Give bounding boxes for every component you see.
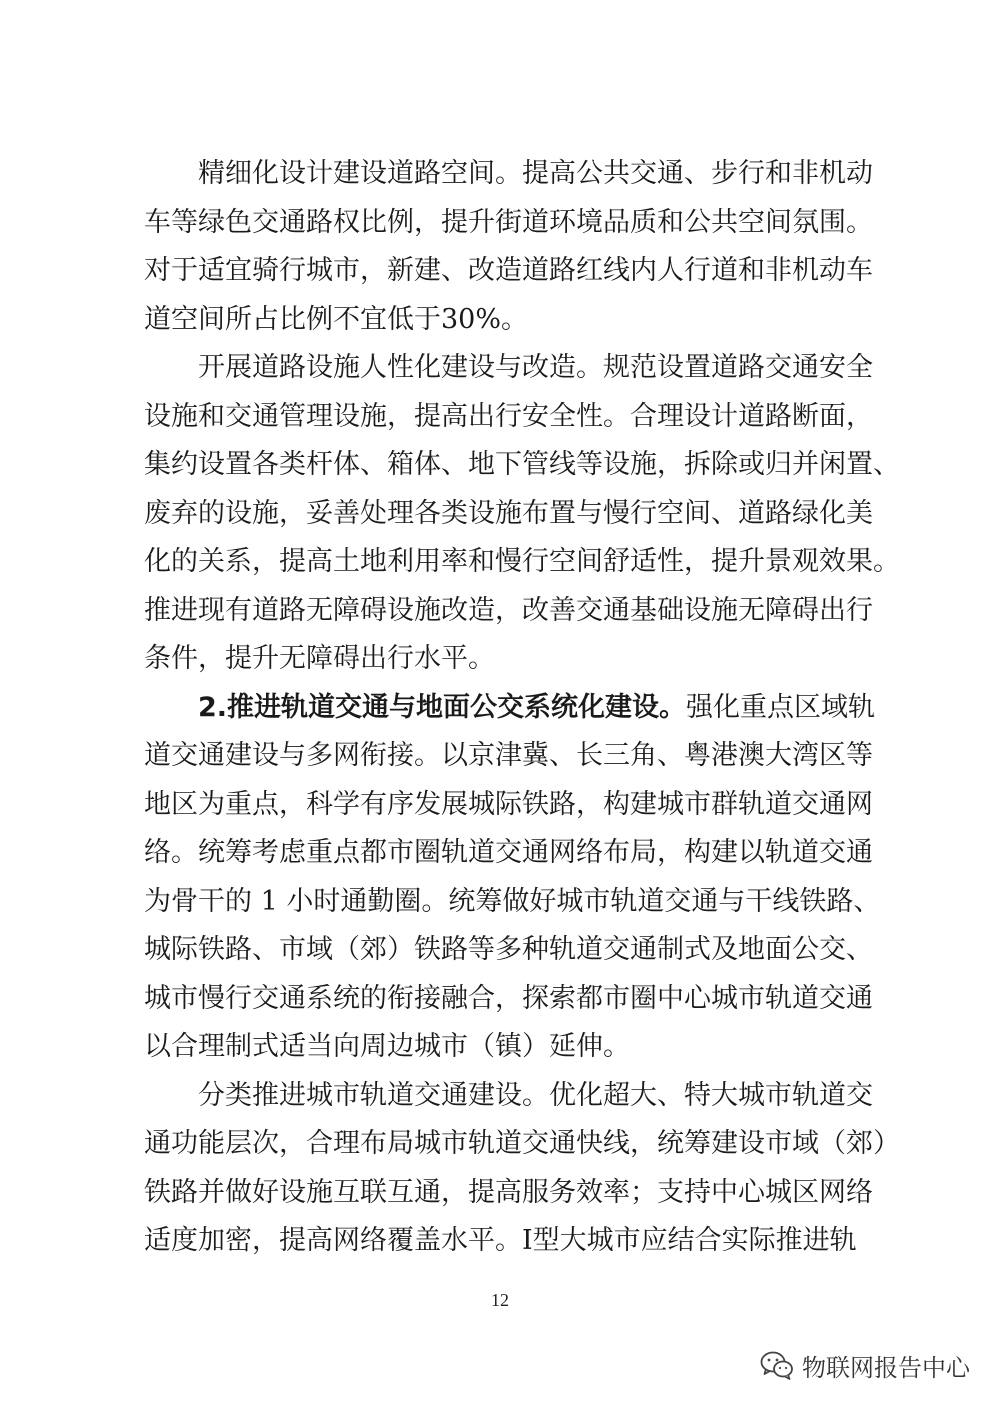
line-text: 以合理制式适当向周边城市（镇）延伸。 xyxy=(144,1031,630,1062)
line-text: 地区为重点，科学有序发展城际铁路，构建城市群轨道交通网 xyxy=(144,788,873,820)
line-text: 设施和交通管理设施，提高出行安全性。合理设计道路断面， xyxy=(144,400,873,432)
line-text: 化的关系，提高土地利用率和慢行空间舒适性，提升景观效果。 xyxy=(144,546,900,577)
line-text: 适度加密，提高网络覆盖水平。I型大城市应结合实际推进轨 xyxy=(144,1225,857,1256)
line-text: 车等绿色交通路权比例，提升街道环境品质和公共空间氛围。 xyxy=(144,206,873,238)
paragraph-line xyxy=(144,1217,860,1266)
paragraph-line xyxy=(144,975,873,1024)
line-text: 道空间所占比例不宜低于30%。 xyxy=(144,303,529,335)
watermark-text: 物联网报告中心 xyxy=(802,1353,970,1382)
paragraph-line xyxy=(144,878,881,927)
line-text: 通功能层次，合理布局城市轨道交通快线，统筹建设市域（郊） xyxy=(144,1128,900,1159)
paragraph-line xyxy=(144,490,873,539)
paragraph-line xyxy=(144,684,876,733)
paragraph-line xyxy=(144,393,873,442)
paragraph-line xyxy=(144,441,900,490)
paragraph-line xyxy=(144,1169,873,1218)
line-text: 分类推进城市轨道交通建设。优化超大、特大城市轨道交 xyxy=(198,1079,873,1111)
line-text: 络。统筹考虑重点都市圈轨道交通网络布局，构建以轨道交通 xyxy=(144,837,873,868)
paragraph-line xyxy=(144,1023,860,1072)
paragraph-line xyxy=(144,199,873,248)
paragraph-line xyxy=(144,781,873,830)
line-text: 废弃的设施，妥善处理各类设施布置与慢行空间、道路绿化美 xyxy=(144,497,873,529)
paragraph-line xyxy=(144,296,860,345)
line-text: 开展道路设施人性化建设与改造。规范设置道路交通安全 xyxy=(198,352,873,383)
wechat-icon xyxy=(760,1350,794,1380)
body-text xyxy=(144,150,900,1266)
paragraph-line xyxy=(144,732,873,781)
paragraph-line xyxy=(144,1072,873,1121)
paragraph-line xyxy=(144,635,860,684)
paragraph-line xyxy=(144,829,873,878)
line-text: 精细化设计建设道路空间。提高公共交通、步行和非机动 xyxy=(198,158,873,189)
line-text: 集约设置各类杆体、箱体、地下管线等设施，拆除或归并闲置、 xyxy=(144,449,900,480)
line-text: 条件，提升无障碍出行水平。 xyxy=(144,643,495,674)
line-text: 道交通建设与多网衔接。以京津冀、长三角、粤港澳大湾区等 xyxy=(144,740,873,771)
paragraph-line xyxy=(144,538,900,587)
line-text: 强化重点区域轨 xyxy=(686,691,876,723)
line-text: 城市慢行交通系统的衔接融合，探索都市圈中心城市轨道交通 xyxy=(144,982,873,1014)
page-number: 12 xyxy=(491,1290,509,1310)
section-heading: 2.推进轨道交通与地面公交系统化建设。 xyxy=(198,691,687,723)
watermark xyxy=(760,1345,970,1385)
paragraph-line xyxy=(144,150,873,199)
line-text: 为骨干的 1 小时通勤圈。统筹做好城市轨道交通与干线铁路、 xyxy=(144,885,881,917)
paragraph-line xyxy=(144,926,873,975)
line-text: 铁路并做好设施互联互通，提高服务效率；支持中心城区网络 xyxy=(144,1176,873,1208)
line-text: 城际铁路、市域（郊）铁路等多种轨道交通制式及地面公交、 xyxy=(144,934,873,965)
paragraph-line xyxy=(144,1120,900,1169)
paragraph-line xyxy=(144,344,873,393)
line-text: 对于适宜骑行城市，新建、改造道路红线内人行道和非机动车 xyxy=(144,255,873,286)
paragraph-line xyxy=(144,247,873,296)
paragraph-line xyxy=(144,587,873,636)
line-text: 推进现有道路无障碍设施改造，改善交通基础设施无障碍出行 xyxy=(144,594,873,626)
